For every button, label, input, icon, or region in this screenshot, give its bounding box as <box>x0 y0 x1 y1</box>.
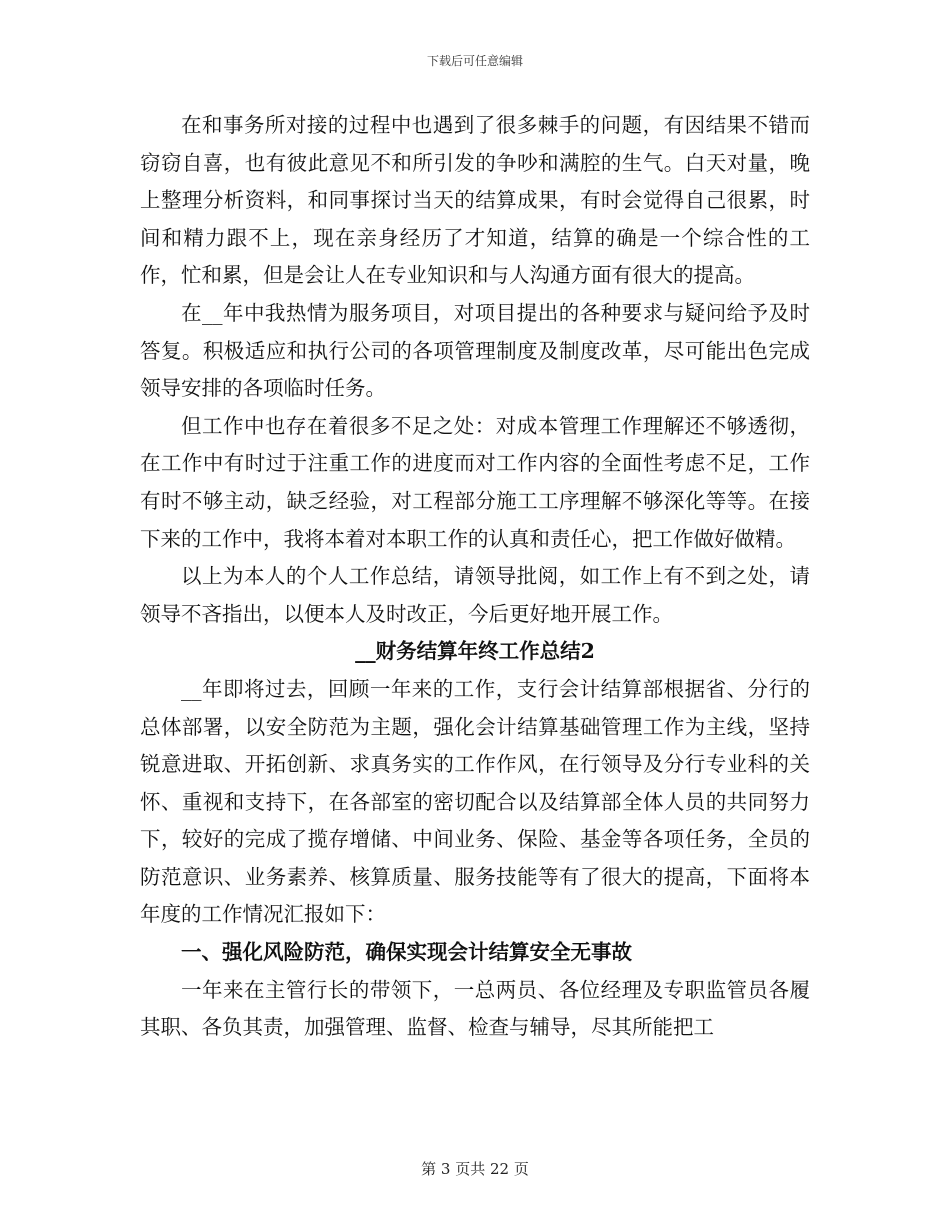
subheading: 一、强化风险防范，确保实现会计结算安全无事故 <box>181 940 632 965</box>
paragraph: __年即将过去，回顾一年来的工作，支行会计结算部根据省、分行的总体部署，以安全防范为主题，强化会计结算基础管理工作为主线，坚持锐意进取、开拓创新、求真务实的工作作风，在行领导及分行专业科的关怀、重视和支持下，在各部室的密切配合以及结算部全体人员的共同努力下，较好的完成了揽存增储、中间业务、保险、基金等各项任务，全员的防范意识、业务素养、核算质量、服务技能等有了很大的提高，下面将本年度的工作情况汇报如下： <box>140 676 810 927</box>
page-header: 下载后可任意编辑 <box>426 54 523 68</box>
page-footer: 第 3 页共 22 页 <box>421 1160 529 1178</box>
section-title: __财务结算年终工作总结2 <box>355 639 595 664</box>
paragraph: 在和事务所对接的过程中也遇到了很多棘手的问题，有因结果不错而窃窃自喜，也有彼此意见不和所引发的争吵和满腔的生气。白天对量，晚上整理分析资料，和同事探讨当天的结算成果，有时会觉得自己很累，时间和精力跟不上，现在亲身经历了才知道，结算的确是一个综合性的工作，忙和累，但是会让人在专业知识和与人沟通方面有很大的提高。 <box>140 113 810 288</box>
document-body <box>140 107 810 1047</box>
paragraph: 一年来在主管行长的带领下，一总两员、各位经理及专职监管员各履其职、各负其责，加强管理、监督、检查与辅导，尽其所能把工 <box>140 977 810 1040</box>
paragraph: 但工作中也存在着很多不足之处：对成本管理工作理解还不够透彻，在工作中有时过于注重工作的进度而对工作内容的全面性考虑不足，工作有时不够主动，缺乏经验，对工程部分施工工序理解不够深化等等。在接下来的工作中，我将本着对本职工作的认真和责任心，把工作做好做精。 <box>140 413 810 551</box>
paragraph: 在__年中我热情为服务项目，对项目提出的各种要求与疑问给予及时答复。积极适应和执行公司的各项管理制度及制度改革，尽可能出色完成领导安排的各项临时任务。 <box>140 300 810 401</box>
paragraph: 以上为本人的个人工作总结，请领导批阅，如工作上有不到之处，请领导不吝指出，以便本人及时改正，今后更好地开展工作。 <box>140 564 810 626</box>
